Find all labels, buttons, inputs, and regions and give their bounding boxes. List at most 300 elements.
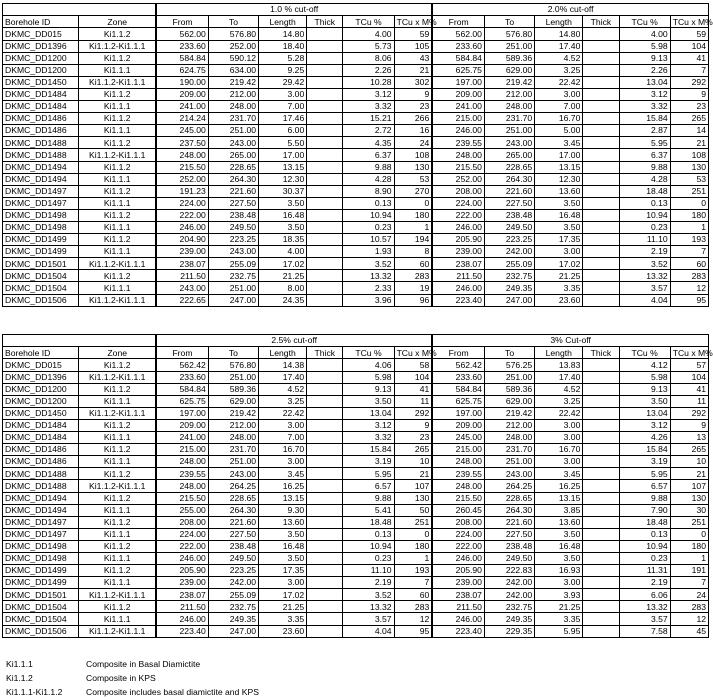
table-cell: 223.25 — [208, 565, 258, 577]
table-cell: 104 — [394, 371, 432, 383]
table-cell: 233.60 — [432, 371, 484, 383]
table-cell: 292 — [394, 407, 432, 419]
table-cell: 625.75 — [156, 395, 208, 407]
table-cell: 16.25 — [259, 480, 307, 492]
table-cell: 3.45 — [535, 137, 583, 149]
table-cell — [583, 468, 619, 480]
table-cell — [583, 52, 619, 64]
table-cell: DKMC_DD1498 — [3, 540, 79, 552]
table-cell: 18.40 — [259, 40, 307, 52]
column-header: To — [484, 347, 534, 359]
table-cell: DKMC_DD1488 — [3, 480, 79, 492]
table-cell: 3.96 — [343, 294, 394, 306]
table-cell: 41 — [394, 383, 432, 395]
table-cell: 13.60 — [259, 516, 307, 528]
table-cell — [583, 246, 619, 258]
table-cell: 3.00 — [259, 88, 307, 100]
table-cell: 209.00 — [432, 88, 484, 100]
table-cell — [583, 613, 619, 625]
table-row — [3, 282, 709, 294]
column-header: TCu x M% — [394, 16, 432, 28]
table-cell: 0.23 — [619, 221, 670, 233]
table-cell: 5.73 — [343, 40, 394, 52]
column-header: Thick — [307, 16, 343, 28]
table-cell — [583, 504, 619, 516]
table-cell: Ki1.1.2-Ki1.1.1 — [79, 294, 156, 306]
table-cell: 4.52 — [259, 383, 307, 395]
table-cell: 252.00 — [432, 173, 484, 185]
table-row — [3, 185, 709, 197]
table-cell: 4.35 — [343, 137, 394, 149]
table-cell: 231.70 — [208, 444, 258, 456]
table-cell: 9 — [394, 419, 432, 431]
table-cell — [307, 444, 343, 456]
table-cell: 248.00 — [208, 101, 258, 113]
table-cell — [307, 246, 343, 258]
table-cell: 15.84 — [619, 113, 670, 125]
table-cell — [583, 432, 619, 444]
table-cell: 629.00 — [484, 64, 534, 76]
table-cell: 53 — [670, 173, 708, 185]
table-cell: 239.00 — [432, 577, 484, 589]
table-cell: 629.00 — [208, 395, 258, 407]
table-cell — [583, 161, 619, 173]
table-cell: 9.13 — [619, 383, 670, 395]
table-row — [3, 552, 709, 564]
table-cell: 2.33 — [343, 282, 394, 294]
table-cell: 8.90 — [343, 185, 394, 197]
table-cell — [583, 625, 619, 637]
table-cell: Ki1.1.1 — [79, 577, 156, 589]
table-cell: 219.42 — [208, 76, 258, 88]
table-cell — [583, 577, 619, 589]
table-cell: 5.50 — [259, 137, 307, 149]
table-cell: Ki1.1.1 — [79, 552, 156, 564]
column-header: Length — [535, 16, 583, 28]
table-row — [3, 407, 709, 419]
table-cell — [583, 101, 619, 113]
cutoff-label: 2.0% cut-off — [432, 4, 708, 16]
table-cell: 13.32 — [619, 601, 670, 613]
column-header: Length — [259, 16, 307, 28]
table-cell: 228.65 — [484, 161, 534, 173]
table-cell — [307, 456, 343, 468]
table-row — [3, 125, 709, 137]
table-cell: 16.48 — [259, 209, 307, 221]
table-cell: DKMC_DD1396 — [3, 40, 79, 52]
table-cell: 16.48 — [535, 540, 583, 552]
table-cell — [307, 552, 343, 564]
table-cell: 59 — [670, 28, 708, 40]
table-cell: 10.94 — [619, 209, 670, 221]
table-cell: 228.65 — [208, 492, 258, 504]
table-cell — [307, 113, 343, 125]
table-cell: 16.70 — [535, 113, 583, 125]
table-cell: 197.00 — [432, 76, 484, 88]
table-cell: 232.75 — [208, 270, 258, 282]
table-cell: 251 — [670, 185, 708, 197]
table-cell: 255.09 — [208, 258, 258, 270]
table-cell: 12 — [394, 613, 432, 625]
table-cell: 248.00 — [156, 149, 208, 161]
table-cell: 130 — [394, 492, 432, 504]
table-cell — [583, 552, 619, 564]
table-cell: 13.04 — [619, 407, 670, 419]
table-cell: 219.42 — [208, 407, 258, 419]
table-cell: 209.00 — [156, 88, 208, 100]
table-cell: 8 — [394, 246, 432, 258]
table-cell: 3.25 — [259, 395, 307, 407]
table-cell: 208.00 — [156, 516, 208, 528]
table-cell: 248.00 — [484, 432, 534, 444]
table-cell — [307, 371, 343, 383]
table-cell: 3.35 — [535, 613, 583, 625]
table-cell: 3.00 — [535, 88, 583, 100]
table-cell: 246.00 — [432, 552, 484, 564]
table-cell: Ki1.1.2-Ki1.1.1 — [79, 40, 156, 52]
table-cell — [307, 125, 343, 137]
table-cell: 4.52 — [535, 383, 583, 395]
table-cell: 24.35 — [259, 294, 307, 306]
table-cell: 584.84 — [432, 52, 484, 64]
table-cell: 4.00 — [259, 246, 307, 258]
table-cell: 8.06 — [343, 52, 394, 64]
table-cell — [583, 480, 619, 492]
table-cell — [583, 528, 619, 540]
table-cell — [307, 294, 343, 306]
table-cell: 252.00 — [208, 40, 258, 52]
table-cell: 576.25 — [484, 359, 534, 371]
table-cell: 246.00 — [432, 221, 484, 233]
table-cell: 589.36 — [484, 383, 534, 395]
table-cell: 21 — [394, 468, 432, 480]
table-cell: 251.00 — [484, 40, 534, 52]
table-cell: 219.42 — [484, 407, 534, 419]
table-cell: 249.35 — [484, 282, 534, 294]
column-header: To — [484, 16, 534, 28]
table-cell: 232.75 — [484, 601, 534, 613]
table-row — [3, 516, 709, 528]
table-cell: 223.25 — [484, 234, 534, 246]
table-cell — [307, 528, 343, 540]
column-header: Zone — [79, 16, 156, 28]
table-cell: 3.50 — [619, 395, 670, 407]
table-cell: 180 — [670, 209, 708, 221]
table-cell: 23 — [670, 101, 708, 113]
table-cell: 265.00 — [484, 149, 534, 161]
table-cell: 41 — [670, 383, 708, 395]
table-cell: 105 — [394, 40, 432, 52]
table-cell: Ki1.1.1 — [79, 456, 156, 468]
table-cell: 19 — [394, 282, 432, 294]
column-header: TCu x M% — [670, 347, 708, 359]
table-cell: DKMC_DD1506 — [3, 625, 79, 637]
table-cell — [583, 185, 619, 197]
table-cell: 215.00 — [432, 113, 484, 125]
table-cell: 232.75 — [208, 601, 258, 613]
table-cell: 224.00 — [156, 197, 208, 209]
table-cell: 7.00 — [259, 101, 307, 113]
table-cell: 3.50 — [535, 197, 583, 209]
table-cell — [307, 407, 343, 419]
table-cell: 5.41 — [343, 504, 394, 516]
column-header: TCu x M% — [670, 16, 708, 28]
table-cell: 215.50 — [156, 492, 208, 504]
table-cell — [307, 432, 343, 444]
table-cell: 227.50 — [484, 197, 534, 209]
table-cell: 222.00 — [432, 540, 484, 552]
table-cell: 24 — [394, 137, 432, 149]
table-cell — [583, 444, 619, 456]
table-row — [3, 456, 709, 468]
table-cell: 10 — [394, 456, 432, 468]
table-row — [3, 40, 709, 52]
table-cell: 3.00 — [535, 456, 583, 468]
table-cell: 13.32 — [343, 601, 394, 613]
table-cell: 238.07 — [432, 589, 484, 601]
table-cell: DKMC_DD1499 — [3, 577, 79, 589]
column-header: TCu % — [343, 347, 394, 359]
table-cell — [583, 137, 619, 149]
table-cell: 5.98 — [619, 371, 670, 383]
table-cell: Ki1.1.1 — [79, 246, 156, 258]
table-cell: 238.48 — [208, 540, 258, 552]
table-row — [3, 234, 709, 246]
table-cell: 252.00 — [156, 173, 208, 185]
table-cell: Ki1.1.1 — [79, 613, 156, 625]
table-cell: 0.23 — [343, 221, 394, 233]
table-cell: 10.94 — [343, 540, 394, 552]
table-cell: 624.75 — [156, 64, 208, 76]
table-cell: 3.00 — [535, 577, 583, 589]
table-cell: 246.00 — [156, 613, 208, 625]
table-cell: 4.04 — [343, 625, 394, 637]
table-cell: DKMC_DD1504 — [3, 613, 79, 625]
table-cell — [583, 197, 619, 209]
legend-desc: Composite includes basal diamictite and KPS — [86, 687, 259, 697]
table-cell: 634.00 — [208, 64, 258, 76]
table-cell: 30.37 — [259, 185, 307, 197]
table-cell — [307, 516, 343, 528]
table-cell: 265 — [670, 113, 708, 125]
table-cell: 180 — [670, 540, 708, 552]
table-cell: 0.23 — [343, 552, 394, 564]
table-cell: 7 — [670, 577, 708, 589]
table-row — [3, 432, 709, 444]
table-cell: 21 — [670, 137, 708, 149]
table-cell: 4.52 — [535, 52, 583, 64]
table-cell: 6.37 — [619, 149, 670, 161]
table-cell: Ki1.1.1 — [79, 504, 156, 516]
table-cell: 249.35 — [208, 613, 258, 625]
table-cell: 222.00 — [432, 209, 484, 221]
table-cell: Ki1.1.2 — [79, 383, 156, 395]
table-cell: 248.00 — [484, 101, 534, 113]
table-cell: 629.00 — [484, 395, 534, 407]
header-spacer — [3, 335, 157, 347]
table-cell: 197.00 — [156, 407, 208, 419]
table-cell: 246.00 — [156, 221, 208, 233]
table-cell: 233.60 — [156, 371, 208, 383]
table-cell: 0.13 — [343, 197, 394, 209]
table-cell: Ki1.1.2 — [79, 161, 156, 173]
table-cell: 251.00 — [208, 371, 258, 383]
table-row — [3, 540, 709, 552]
table-cell: DKMC_DD1488 — [3, 137, 79, 149]
table-cell — [307, 601, 343, 613]
table-cell: DKMC_DD1499 — [3, 565, 79, 577]
table-cell: Ki1.1.1 — [79, 432, 156, 444]
table-row — [3, 173, 709, 185]
table-cell: 14.80 — [535, 28, 583, 40]
table-cell: DKMC_DD1450 — [3, 76, 79, 88]
table-cell: 584.84 — [156, 383, 208, 395]
table-cell: 248.00 — [156, 480, 208, 492]
table-row — [3, 492, 709, 504]
table-cell: 12.30 — [535, 173, 583, 185]
table-cell: 17.46 — [259, 113, 307, 125]
table-cell: 2.26 — [619, 64, 670, 76]
table-row — [3, 613, 709, 625]
table-cell: 265 — [394, 444, 432, 456]
table-cell: 30 — [670, 504, 708, 516]
table-cell: 13.04 — [619, 76, 670, 88]
table-cell: DKMC_DD1501 — [3, 258, 79, 270]
table-cell: 21.25 — [259, 270, 307, 282]
table-cell: Ki1.1.2 — [79, 113, 156, 125]
table-cell: 9 — [670, 88, 708, 100]
table-cell: 18.48 — [619, 185, 670, 197]
table-cell: 0 — [670, 528, 708, 540]
table-cell: 7.00 — [259, 432, 307, 444]
table-cell: DKMC_DD015 — [3, 359, 79, 371]
table-cell: 576.80 — [208, 359, 258, 371]
table-cell: 10.57 — [343, 234, 394, 246]
table-cell: 9.13 — [619, 52, 670, 64]
table-row — [3, 480, 709, 492]
table-cell: DKMC_DD1504 — [3, 270, 79, 282]
table-cell: 4.26 — [619, 432, 670, 444]
table-cell — [583, 456, 619, 468]
table-cell — [307, 419, 343, 431]
table-cell — [307, 161, 343, 173]
table-cell: 3.45 — [259, 468, 307, 480]
table-cell: 12 — [670, 613, 708, 625]
table-cell — [583, 88, 619, 100]
table-cell: 6.57 — [619, 480, 670, 492]
table-cell: 249.35 — [484, 613, 534, 625]
table-cell: 238.48 — [484, 209, 534, 221]
column-header: To — [208, 347, 258, 359]
table-cell: 1 — [394, 221, 432, 233]
table-cell: 15.84 — [343, 444, 394, 456]
table-cell: 23 — [394, 101, 432, 113]
table-cell — [583, 383, 619, 395]
table-cell: 9 — [394, 88, 432, 100]
table-cell: Ki1.1.1 — [79, 528, 156, 540]
table-cell: Ki1.1.2 — [79, 540, 156, 552]
table-cell: 251.00 — [208, 456, 258, 468]
table-cell: DKMC_DD1504 — [3, 282, 79, 294]
table-cell: DKMC_DD1200 — [3, 395, 79, 407]
table-cell: 227.50 — [208, 197, 258, 209]
table-cell: 292 — [670, 76, 708, 88]
table-cell: 193 — [394, 565, 432, 577]
table-cell: 215.00 — [156, 444, 208, 456]
table-cell — [583, 64, 619, 76]
table-cell: 223.40 — [432, 625, 484, 637]
table-cell: Ki1.1.2 — [79, 234, 156, 246]
table-cell — [583, 209, 619, 221]
table-cell: 108 — [670, 149, 708, 161]
table-cell: 1.93 — [343, 246, 394, 258]
table-cell: 104 — [670, 40, 708, 52]
table-cell: 23.60 — [259, 625, 307, 637]
table-row — [3, 246, 709, 258]
table-cell: 3.25 — [535, 395, 583, 407]
table-cell: 255.00 — [156, 504, 208, 516]
table-cell: 221.60 — [484, 185, 534, 197]
table-cell — [307, 197, 343, 209]
cutoff-table-1 — [2, 3, 713, 307]
legend-key: Ki1.1.1-Ki1.1.2 — [6, 687, 63, 697]
table-cell — [307, 625, 343, 637]
table-cell: 209.00 — [156, 419, 208, 431]
table-cell: 221.60 — [484, 516, 534, 528]
table-cell: 180 — [394, 540, 432, 552]
table-cell: 238.48 — [208, 209, 258, 221]
table-cell — [307, 258, 343, 270]
table-cell: 247.00 — [208, 625, 258, 637]
table-row — [3, 149, 709, 161]
table-cell — [583, 540, 619, 552]
legend-desc: Composite in Basal Diamictite — [86, 659, 201, 669]
table-cell: 60 — [394, 589, 432, 601]
table-cell: 222.00 — [156, 209, 208, 221]
cutoff-table-2 — [2, 334, 713, 638]
column-header: Length — [259, 347, 307, 359]
table-row — [3, 137, 709, 149]
table-cell: 251.00 — [208, 282, 258, 294]
table-cell: 3.00 — [259, 456, 307, 468]
table-cell: 255.09 — [484, 258, 534, 270]
table-cell: 14.38 — [259, 359, 307, 371]
table-cell: 248.00 — [208, 432, 258, 444]
table-cell: 130 — [670, 492, 708, 504]
table-cell: 17.02 — [535, 258, 583, 270]
table-row — [3, 371, 709, 383]
table-row — [3, 161, 709, 173]
column-header: TCu x M% — [394, 347, 432, 359]
table-cell: 3.57 — [619, 613, 670, 625]
table-cell: 228.65 — [208, 161, 258, 173]
table-cell: DKMC_DD1486 — [3, 444, 79, 456]
table-cell: 3.50 — [343, 395, 394, 407]
table-cell: 238.07 — [156, 258, 208, 270]
table-cell — [307, 480, 343, 492]
table-cell: 9.25 — [259, 64, 307, 76]
table-cell: 208.00 — [432, 185, 484, 197]
table-cell: 8.00 — [259, 282, 307, 294]
column-header: To — [208, 16, 258, 28]
table-cell: 43 — [394, 52, 432, 64]
table-cell: DKMC_DD1497 — [3, 528, 79, 540]
table-cell: 3.35 — [535, 282, 583, 294]
table-cell: 5.00 — [535, 125, 583, 137]
table-cell: 576.80 — [208, 28, 258, 40]
table-cell — [583, 173, 619, 185]
table-cell: 233.60 — [432, 40, 484, 52]
